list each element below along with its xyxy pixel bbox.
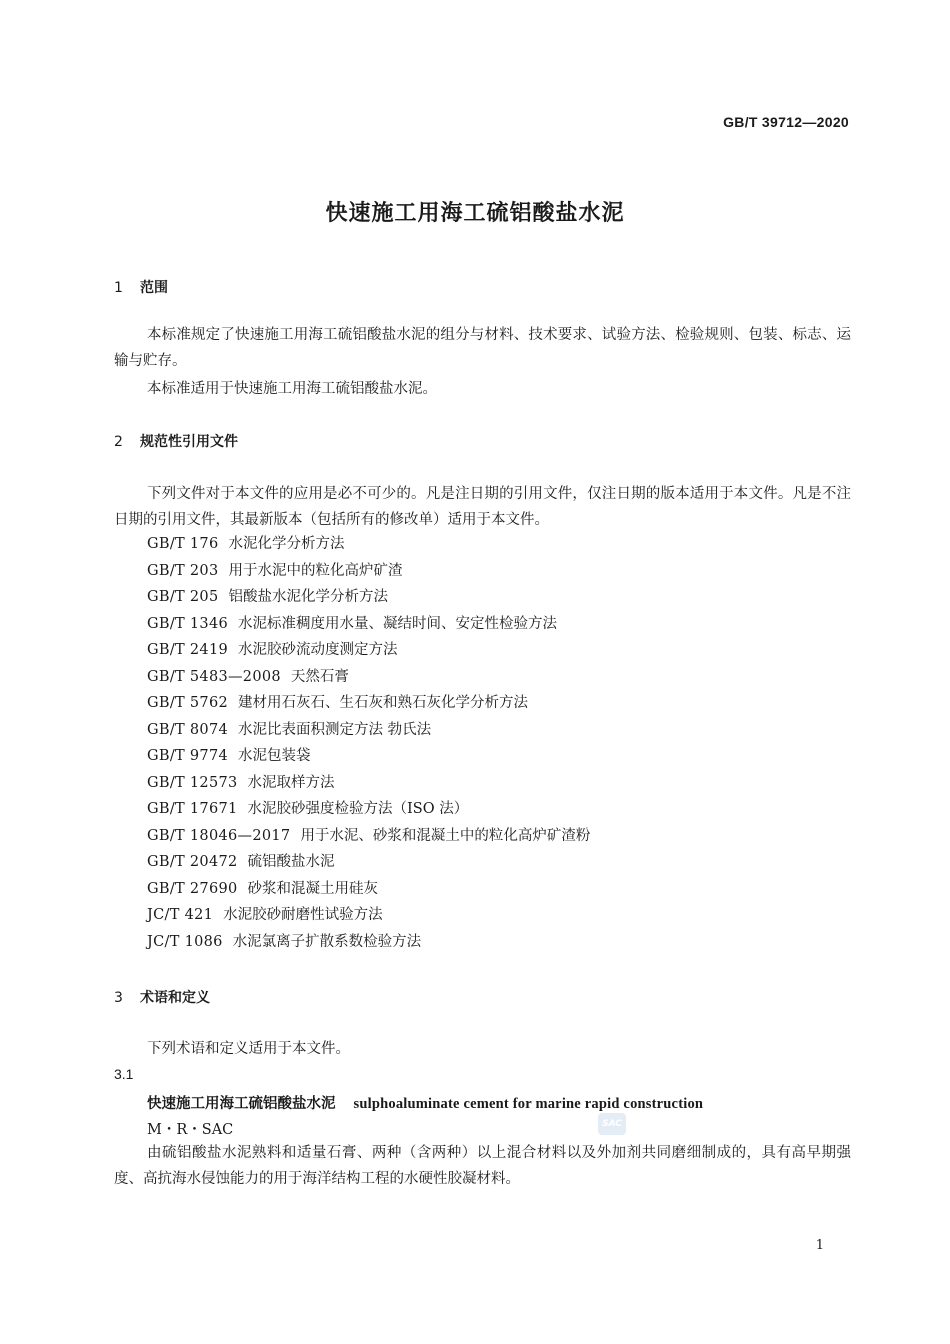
- reference-title: 建材用石灰石、生石灰和熟石灰化学分析方法: [238, 695, 529, 711]
- reference-item: [147, 534, 590, 561]
- reference-title: 用于水泥、砂浆和混凝土中的粒化高炉矿渣粉: [300, 827, 591, 844]
- term-abbreviation: M・R・SAC: [147, 1122, 234, 1138]
- reference-code: JC/T 421: [147, 907, 214, 923]
- reference-item: [147, 852, 590, 879]
- standard-code: GB/T 39712—2020: [723, 114, 849, 130]
- reference-title: 水泥取样方法: [247, 774, 335, 791]
- section-title: 范围: [140, 280, 168, 296]
- reference-title: 水泥氯离子扩散系数检验方法: [232, 933, 422, 950]
- reference-code: GB/T 2419: [147, 642, 229, 658]
- section-3-heading: [114, 987, 210, 1007]
- reference-title: 水泥比表面积测定方法 勃氏法: [238, 721, 432, 738]
- reference-title: 水泥胶砂强度检验方法（ISO 法）: [247, 801, 469, 817]
- reference-code: GB/T 203: [147, 562, 219, 579]
- applicability-paragraph: 本标准适用于快速施工用海工硫铝酸盐水泥。: [147, 381, 437, 397]
- reference-code: GB/T 9774: [147, 748, 229, 764]
- reference-item: [147, 614, 590, 641]
- reference-code: GB/T 1346: [147, 615, 229, 632]
- reference-item: [147, 879, 590, 906]
- reference-code: GB/T 5762: [147, 695, 229, 711]
- document-title: 快速施工用海工硫铝酸盐水泥: [325, 201, 625, 226]
- term-definition: 由硫铝酸盐水泥熟料和适量石膏、两种（含两种）以上混合材料以及外加剂共同磨细制成的，具有高早期强度、高抗海水侵蚀能力的用于海洋结构工程的水硬性胶凝材料。: [114, 1145, 851, 1187]
- references-intro: 下列文件对于本文件的应用是必不可少的。凡是注日期的引用文件，仅注日期的版本适用于本文件。凡是不注日期的引用文件，其最新版本（包括所有的修改单）适用于本文件。: [114, 486, 851, 528]
- section-title: 术语和定义: [140, 990, 210, 1006]
- reference-code: GB/T 18046—2017: [147, 827, 291, 844]
- reference-item: [147, 693, 590, 720]
- section-title: 规范性引用文件: [140, 434, 238, 450]
- reference-item: [147, 640, 590, 667]
- page-number: 1: [815, 1238, 824, 1253]
- section-number: 1: [114, 280, 123, 296]
- reference-item: [147, 799, 590, 826]
- reference-title: 铝酸盐水泥化学分析方法: [228, 589, 388, 605]
- reference-item: [147, 746, 590, 773]
- reference-code: JC/T 1086: [147, 933, 223, 950]
- reference-item: [147, 932, 590, 959]
- reference-title: 水泥包装袋: [238, 748, 311, 764]
- term-english: sulphoaluminate cement for marine rapid construction: [353, 1096, 704, 1112]
- section-2-heading: [114, 431, 238, 451]
- sac-watermark-logo: SAC: [598, 1113, 626, 1135]
- reference-item: [147, 587, 590, 614]
- section-number: 3: [114, 990, 123, 1006]
- reference-code: GB/T 27690: [147, 880, 238, 897]
- term-chinese: 快速施工用海工硫铝酸盐水泥: [147, 1096, 336, 1112]
- reference-item: [147, 905, 590, 932]
- terms-intro: 下列术语和定义适用于本文件。: [147, 1041, 350, 1057]
- reference-title: 用于水泥中的粒化高炉矿渣: [228, 562, 403, 579]
- section-number: 2: [114, 434, 123, 450]
- reference-title: 水泥化学分析方法: [228, 536, 345, 552]
- reference-item: [147, 720, 590, 747]
- scope-paragraph: 本标准规定了快速施工用海工硫铝酸盐水泥的组分与材料、技术要求、试验方法、检验规则、包装、标志、运输与贮存。: [114, 327, 851, 369]
- reference-code: GB/T 17671: [147, 801, 238, 817]
- reference-item: [147, 773, 590, 800]
- reference-code: GB/T 5483—2008: [147, 668, 281, 685]
- subclause-number: 3.1: [114, 1066, 134, 1082]
- reference-item: [147, 561, 590, 588]
- reference-code: GB/T 205: [147, 589, 219, 605]
- reference-title: 硫铝酸盐水泥: [247, 854, 335, 870]
- reference-title: 砂浆和混凝土用硅灰: [247, 880, 379, 897]
- reference-list: [147, 534, 590, 958]
- reference-title: 水泥标准稠度用水量、凝结时间、安定性检验方法: [238, 615, 558, 632]
- term-entry: [147, 1092, 703, 1113]
- reference-code: GB/T 20472: [147, 854, 238, 870]
- reference-title: 水泥胶砂流动度测定方法: [238, 642, 398, 658]
- reference-code: GB/T 12573: [147, 774, 238, 791]
- reference-title: 水泥胶砂耐磨性试验方法: [223, 907, 383, 923]
- reference-title: 天然石膏: [290, 668, 349, 685]
- section-1-heading: [114, 277, 168, 297]
- reference-item: [147, 826, 590, 853]
- reference-code: GB/T 176: [147, 536, 219, 552]
- reference-code: GB/T 8074: [147, 721, 229, 738]
- reference-item: [147, 667, 590, 694]
